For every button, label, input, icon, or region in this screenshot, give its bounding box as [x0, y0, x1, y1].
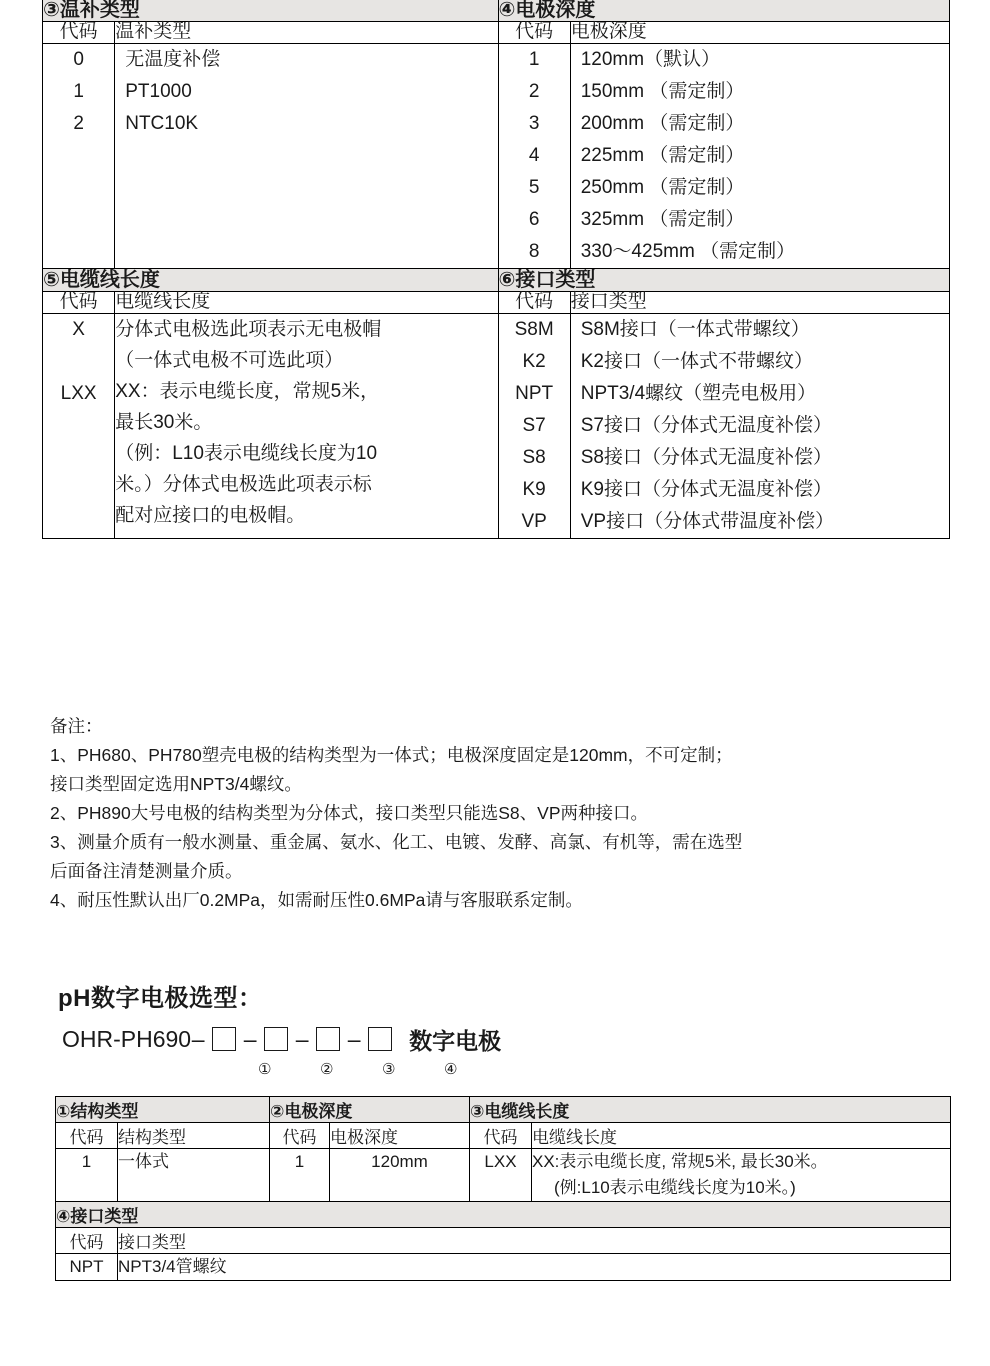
marker-4: ④: [444, 1061, 458, 1078]
section-header-6: ⑥接口类型: [498, 268, 950, 291]
list-item: 0: [73, 48, 84, 70]
text-line: 分体式电极选此项表示无电极帽: [115, 318, 382, 340]
iface-sub-val: 接口类型: [118, 1228, 951, 1254]
marker-2: ②: [320, 1061, 334, 1078]
model-slot-1[interactable]: [212, 1027, 236, 1051]
list-item: LXX: [60, 382, 97, 404]
list-item: VP: [521, 510, 547, 532]
table-row: [56, 1149, 951, 1202]
list-item: K2: [522, 350, 546, 372]
section-header-4: ④电极深度: [498, 0, 950, 22]
codes-6: [498, 313, 570, 538]
text-line: 配对应接口的电极帽。: [115, 504, 306, 526]
bot-code-1: 1: [56, 1149, 118, 1202]
model-slot-4[interactable]: [368, 1027, 392, 1051]
digital-spec-table: [55, 1096, 951, 1281]
text-line: 最长30米。: [115, 411, 213, 433]
list-item: S8: [522, 446, 546, 468]
col-value-5: 电缆线长度: [115, 291, 498, 313]
list-item: 200mm （需定制）: [580, 112, 745, 134]
list-item: 6: [528, 208, 540, 230]
table-row: [43, 43, 950, 268]
values-3: [115, 43, 498, 268]
codes-3: [43, 43, 115, 268]
codes-5: [43, 313, 115, 538]
table-row: [43, 22, 950, 44]
table-row: [43, 313, 950, 538]
list-item: K2接口（一体式不带螺纹）: [580, 350, 813, 372]
list-item: PT1000: [125, 80, 192, 102]
col-code-5: 代码: [43, 291, 115, 313]
list-item: X: [72, 318, 85, 340]
table-row: [56, 1123, 951, 1149]
spec-table: [42, 0, 950, 539]
col-value-3: 温补类型: [115, 22, 498, 44]
list-item: S8接口（分体式无温度补偿）: [580, 446, 832, 468]
list-item: S7接口（分体式无温度补偿）: [580, 414, 832, 436]
bot-sub-code-1: 代码: [56, 1123, 118, 1149]
bot-sub-val-1: 结构类型: [118, 1123, 270, 1149]
table-row: [56, 1254, 951, 1281]
iface-val: NPT3/4管螺纹: [118, 1254, 951, 1281]
list-item: 3: [528, 112, 540, 134]
table-row: [43, 268, 950, 291]
text-line: （例：L10表示电缆线长度为10: [115, 442, 378, 464]
text-line: 米。）分体式电极选此项表示标: [115, 473, 372, 495]
bot-sub-code-3: 代码: [470, 1123, 532, 1149]
list-item: S7: [522, 414, 546, 436]
list-item: K9: [522, 478, 546, 500]
list-item: 8: [528, 240, 540, 262]
values-5: [115, 313, 498, 538]
col-value-6: 接口类型: [570, 291, 949, 313]
notes-block: [50, 712, 950, 915]
table-row: [56, 1228, 951, 1254]
col-value-4: 电极深度: [570, 22, 949, 44]
table-row: [56, 1097, 951, 1123]
bot-header-2: ②电极深度: [270, 1097, 470, 1123]
list-item: K9接口（分体式无温度补偿）: [580, 478, 832, 500]
list-item: NPT3/4螺纹（塑壳电极用）: [580, 382, 817, 404]
bot-code-3: LXX: [470, 1149, 532, 1202]
bot-val-3: [532, 1149, 951, 1202]
bot-header-3: ③电缆线长度: [470, 1097, 951, 1123]
table-row: [43, 0, 950, 22]
model-slot-3[interactable]: [316, 1027, 340, 1051]
list-item: 2: [73, 112, 84, 134]
table-row: [43, 291, 950, 313]
dash-separator: –: [243, 1025, 257, 1052]
dash-separator: –: [347, 1025, 361, 1052]
text-line: XX：表示电缆长度，常规5米，: [115, 380, 380, 402]
marker-1: ①: [258, 1061, 272, 1078]
bot-code-2: 1: [270, 1149, 330, 1202]
dash-separator: –: [191, 1025, 205, 1052]
values-6: [570, 313, 949, 538]
text-line: XX:表示电缆长度, 常规5米, 最长30米。: [532, 1152, 828, 1171]
dash-separator: –: [295, 1025, 309, 1052]
note-line: 1、PH680、PH780塑壳电极的结构类型为一体式；电极深度固定是120mm，不可定制；: [50, 745, 733, 765]
list-item: 4: [528, 144, 540, 166]
values-4: [570, 43, 949, 268]
spec-table-container: [42, 0, 950, 539]
list-item: NPT: [515, 382, 554, 404]
list-item: S8M: [514, 318, 554, 340]
list-item: 1: [528, 48, 540, 70]
note-line: 3、测量介质有一般水测量、重金属、氨水、化工、电镀、发酵、高氯、有机等，需在选型: [50, 832, 743, 852]
model-code-line: [62, 1022, 501, 1056]
bot-sub-val-2: 电极深度: [330, 1123, 470, 1149]
list-item: 250mm （需定制）: [580, 176, 745, 198]
section-header-5: ⑤电缆线长度: [43, 268, 499, 291]
text-line: （一体式电极不可选此项）: [115, 349, 344, 371]
list-item: 2: [528, 80, 540, 102]
model-slot-2[interactable]: [264, 1027, 288, 1051]
note-line: 2、PH890大号电极的结构类型为分体式，接口类型只能选S8、VP两种接口。: [50, 803, 648, 823]
marker-3: ③: [382, 1061, 396, 1078]
note-line: 接口类型固定选用NPT3/4螺纹。: [50, 774, 302, 794]
note-line: 后面备注清楚测量介质。: [50, 861, 243, 881]
col-code-6: 代码: [498, 291, 570, 313]
list-item: 150mm （需定制）: [580, 80, 745, 102]
iface-sub-code: 代码: [56, 1228, 118, 1254]
col-code-4: 代码: [498, 22, 570, 44]
section-header-3: ③温补类型: [43, 0, 499, 22]
list-item: 330～425mm （需定制）: [580, 240, 796, 262]
model-prefix: OHR-PH690: [62, 1025, 192, 1052]
list-item: 225mm （需定制）: [580, 144, 745, 166]
digital-spec-table-container: [55, 1096, 950, 1281]
bot-sub-code-2: 代码: [270, 1123, 330, 1149]
table-row: [56, 1202, 951, 1228]
list-item: 5: [528, 176, 540, 198]
iface-code: NPT: [56, 1254, 118, 1281]
bot-val-1: 一体式: [118, 1149, 270, 1202]
list-item: 无温度补偿: [125, 48, 221, 70]
bot-header-1: ①结构类型: [56, 1097, 270, 1123]
notes-title: 备注：: [50, 716, 103, 736]
col-code-3: 代码: [43, 22, 115, 44]
model-suffix: 数字电极: [409, 1027, 502, 1054]
bot-sub-val-3: 电缆线长度: [532, 1123, 951, 1149]
list-item: VP接口（分体式带温度补偿）: [580, 510, 835, 532]
list-item: 120mm（默认）: [580, 48, 721, 70]
section-title-ph-digital: pH数字电极选型：: [58, 985, 263, 1012]
list-item: NTC10K: [125, 112, 199, 134]
bot-header-interface: ④接口类型: [56, 1202, 951, 1228]
list-item: 1: [73, 80, 84, 102]
list-item: 325mm （需定制）: [580, 208, 745, 230]
note-line: 4、耐压性默认出厂0.2MPa，如需耐压性0.6MPa请与客服联系定制。: [50, 890, 583, 910]
text-line: (例:L10表示电缆线长度为10米。): [554, 1178, 796, 1197]
bot-val-2: 120mm: [330, 1149, 470, 1202]
codes-4: [498, 43, 570, 268]
list-item: S8M接口（一体式带螺纹）: [580, 318, 810, 340]
